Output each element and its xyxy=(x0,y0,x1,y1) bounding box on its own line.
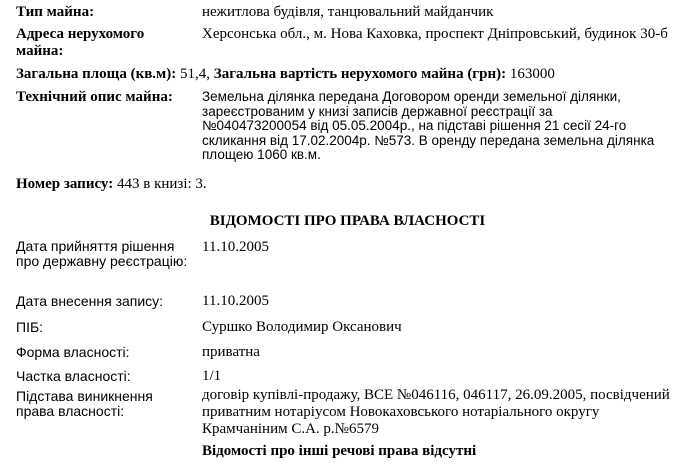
ownership-form-label: Форма власності: xyxy=(16,344,130,360)
record-number-line xyxy=(16,176,207,193)
cost-value: 163000 xyxy=(506,66,555,82)
area-cost-line xyxy=(16,66,555,83)
ownership-basis-label: Підстава виникнення права власності: xyxy=(16,388,153,419)
area-label: Загальна площа (кв.м): xyxy=(16,66,177,82)
property-type-label: Тип майна: xyxy=(16,4,95,20)
address-value: Херсонська обл., м. Нова Каховка, проспект Дніпровський, будинок 30-б xyxy=(202,26,668,42)
decision-date-value: 11.10.2005 xyxy=(202,239,269,255)
area-value: 51,4, xyxy=(176,66,214,82)
ownership-basis-value: договір купівлі-продажу, ВСЕ №046116, 046117, 26.09.2005, посвідчений приватним нотаріусом Новокаховського нотаріального округу Крамчаніним С.А. р.№6579 xyxy=(202,387,670,437)
property-type-value: нежитлова будівля, танцювальний майданчик xyxy=(202,4,494,20)
cost-label: Загальна вартість нерухомого майна (грн): xyxy=(213,66,507,82)
ownership-share-label: Частка власності: xyxy=(16,368,131,384)
tech-description-value: Земельна ділянка передана Договором оренди земельної ділянки, зареєстрованим у книзі записів державної реєстрації за №040473200054 від 05.05.2004р., на підставі рішення 21 сесії 24-го скликання від 17.02.2004р. №573. В оренду передана земельна ділянка площею 1060 кв.м. xyxy=(202,89,655,163)
tech-description-label: Технічний опис майна: xyxy=(16,89,173,105)
other-rights-heading: Відомості про інші речові права відсутні xyxy=(202,443,477,459)
ownership-share-value: 1/1 xyxy=(202,368,222,384)
name-label: ПІБ: xyxy=(16,319,44,335)
owner-name-value: Суршко Володимир Оксанович xyxy=(202,319,402,335)
record-value: 443 в книзі: 3. xyxy=(113,176,207,192)
address-label: Адреса нерухомого майна: xyxy=(16,26,145,59)
decision-date-label: Дата прийняття рішення про державну реєстрацію: xyxy=(16,238,188,269)
ownership-form-value: приватна xyxy=(202,344,260,360)
record-label: Номер запису: xyxy=(16,176,114,192)
entry-date-value: 11.10.2005 xyxy=(202,293,269,309)
ownership-heading: ВІДОМОСТІ ПРО ПРАВА ВЛАСНОСТІ xyxy=(209,213,486,229)
entry-date-label: Дата внесення запису: xyxy=(16,293,164,309)
